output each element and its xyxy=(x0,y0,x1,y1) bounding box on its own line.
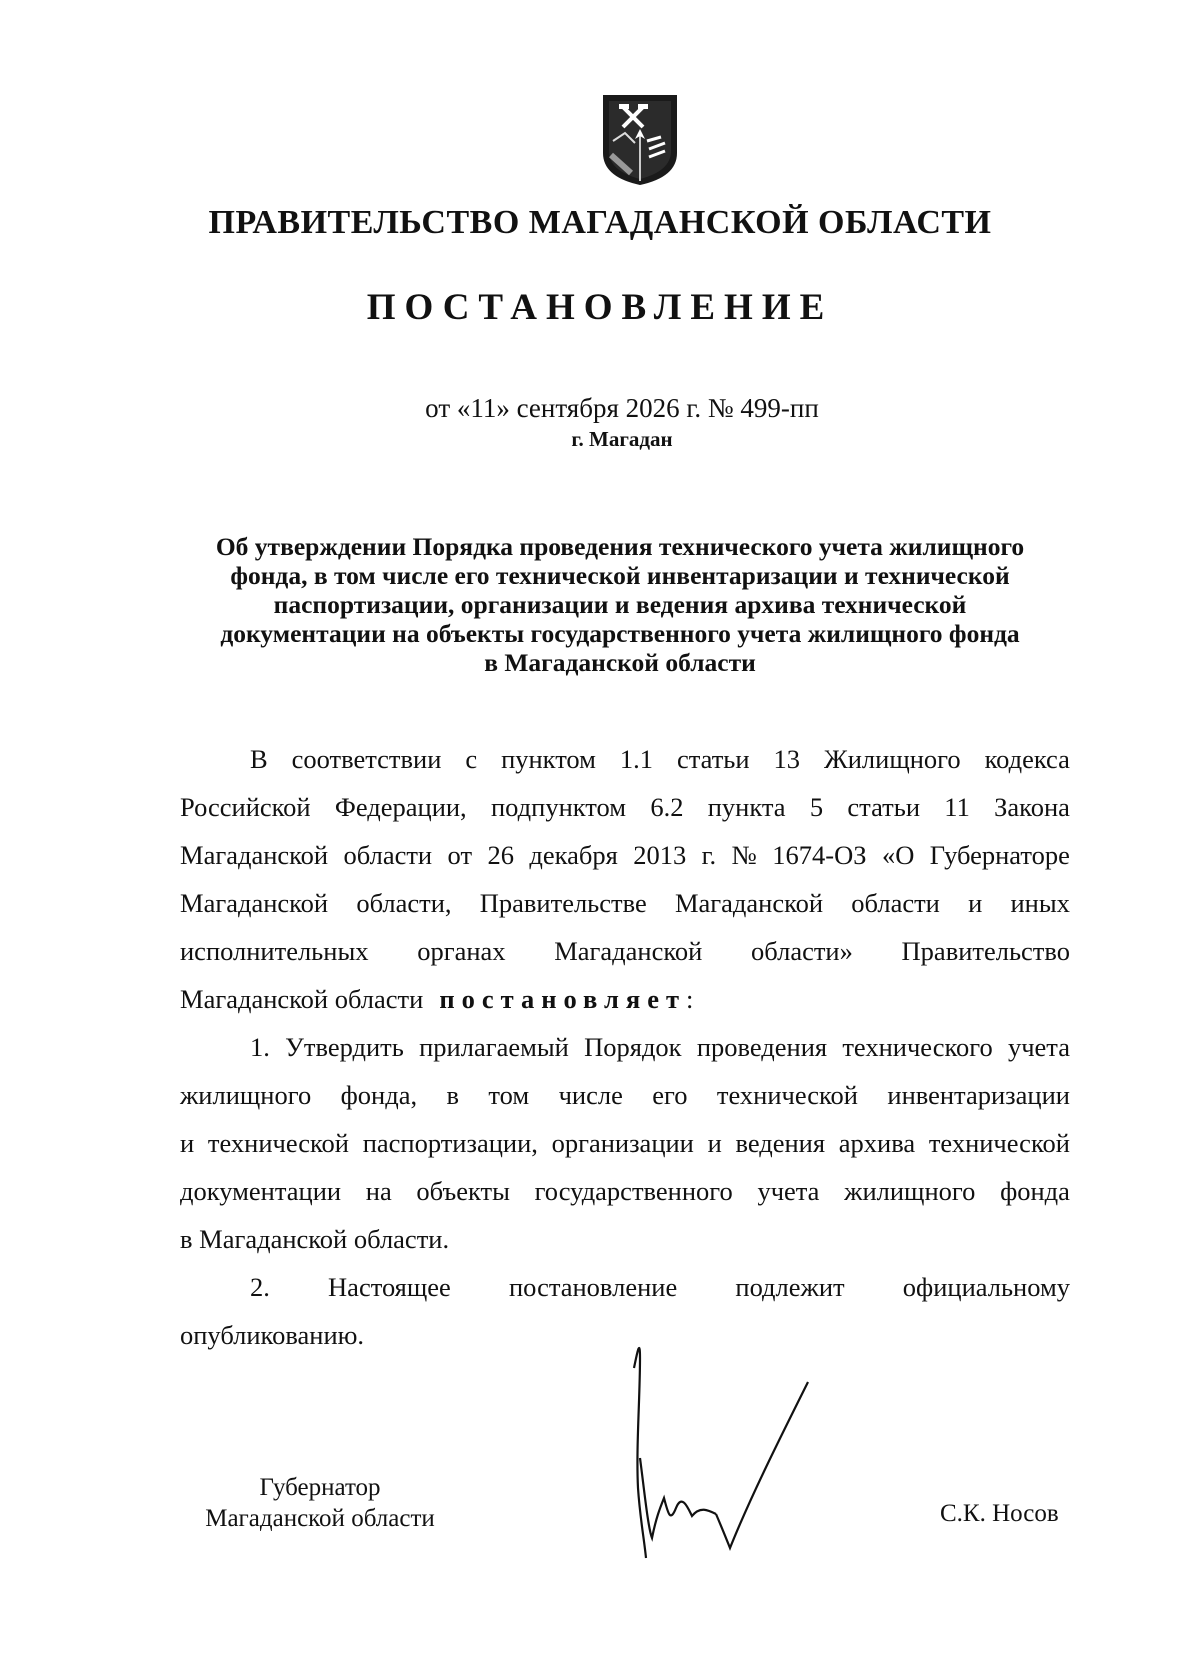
justified-line xyxy=(180,1272,1070,1320)
title-line: фонда, в том числе его технической инвентаризации и технической xyxy=(230,561,1010,590)
word: статьи xyxy=(676,744,750,774)
justified-line xyxy=(180,840,1070,888)
word: его xyxy=(652,1080,688,1110)
word: области xyxy=(851,888,940,918)
word: и xyxy=(707,1128,722,1158)
word: технической xyxy=(716,1080,858,1110)
word: г. xyxy=(701,840,717,870)
word: организации xyxy=(551,1128,694,1158)
word: инвентаризации xyxy=(887,1080,1070,1110)
item-2-paragraph xyxy=(180,1272,1070,1320)
justified-line xyxy=(180,744,1070,792)
preamble-last-line xyxy=(180,984,1070,1032)
word: органах xyxy=(417,936,506,966)
word: объекты xyxy=(416,1176,510,1206)
word: ведения xyxy=(735,1128,826,1158)
title-line: паспортизации, организации и ведения архива технической xyxy=(273,590,967,619)
title-line: в Магаданской области xyxy=(484,648,756,677)
justified-line xyxy=(180,792,1070,840)
word: 26 xyxy=(487,840,514,870)
item-1-last-text: в Магаданской области. xyxy=(180,1224,450,1254)
word: Утвердить xyxy=(285,1032,404,1062)
resolves-colon: : xyxy=(686,984,694,1014)
word: Магаданской xyxy=(554,936,703,966)
word: пунктом xyxy=(501,744,596,774)
word: Правительство xyxy=(901,936,1070,966)
word: документации xyxy=(180,1176,342,1206)
signatory-title-line: Магаданской области xyxy=(205,1505,435,1532)
word: 1.1 xyxy=(619,744,654,774)
item-2-last-line xyxy=(180,1320,1070,1368)
word: области, xyxy=(356,888,452,918)
word: исполнительных xyxy=(180,936,369,966)
word: Губернаторе xyxy=(929,840,1070,870)
word: 6.2 xyxy=(650,792,684,822)
word: технической xyxy=(928,1128,1070,1158)
word: проведения xyxy=(696,1032,828,1062)
word: прилагаемый xyxy=(419,1032,569,1062)
item-1-paragraph xyxy=(180,1032,1070,1224)
document-title xyxy=(150,532,1090,677)
word: Российской xyxy=(180,792,311,822)
justified-line xyxy=(180,1128,1070,1176)
word: кодекса xyxy=(984,744,1070,774)
word: подпунктом xyxy=(490,792,627,822)
justified-line xyxy=(180,936,1070,984)
word: Жилищного xyxy=(823,744,961,774)
organization-name: ПРАВИТЕЛЬСТВО МАГАДАНСКОЙ ОБЛАСТИ xyxy=(208,204,992,241)
document-type: ПОСТАНОВЛЕНИЕ xyxy=(366,287,834,328)
title-line: Об утверждении Порядка проведения технического учета жилищного xyxy=(215,532,1025,561)
preamble-paragraph xyxy=(180,744,1070,984)
word: В xyxy=(250,744,268,774)
justified-line xyxy=(180,1032,1070,1080)
word: жилищного xyxy=(180,1080,312,1110)
word: от xyxy=(447,840,473,870)
word: на xyxy=(365,1176,392,1206)
city-line: г. Магадан xyxy=(571,427,673,451)
word: 5 xyxy=(809,792,824,822)
justified-line xyxy=(180,1176,1070,1224)
title-line: документации на объекты государственного учета жилищного фонда xyxy=(220,619,1020,648)
word: фонда, xyxy=(340,1080,418,1110)
signatory-title xyxy=(180,1472,460,1534)
word: Магаданской xyxy=(674,888,824,918)
word: том xyxy=(488,1080,530,1110)
preamble-last-text: Магаданской области xyxy=(180,984,424,1014)
word: «О xyxy=(881,840,915,870)
word: и xyxy=(180,1128,195,1158)
word: иных xyxy=(1010,888,1070,918)
document-body xyxy=(180,744,1070,1368)
word: 2. xyxy=(250,1272,270,1302)
coat-of-arms-icon xyxy=(601,93,679,187)
item-1-last-line xyxy=(180,1224,1070,1272)
word: области» xyxy=(751,936,853,966)
word: постановление xyxy=(508,1272,678,1302)
word: Порядок xyxy=(584,1032,682,1062)
word: Правительстве xyxy=(479,888,647,918)
word: 13 xyxy=(773,744,801,774)
word: числе xyxy=(558,1080,623,1110)
word: в xyxy=(446,1080,460,1110)
word: учета xyxy=(1007,1032,1070,1062)
word: и xyxy=(968,888,983,918)
signatory-name: С.К. Носов xyxy=(940,1500,1059,1527)
handwritten-signature xyxy=(630,1338,830,1568)
word: с xyxy=(465,744,478,774)
word: № xyxy=(731,840,757,870)
word: Магаданской xyxy=(180,888,329,918)
word: фонда xyxy=(1000,1176,1070,1206)
word: пункта xyxy=(707,792,786,822)
resolves-word: постановляет xyxy=(439,984,687,1014)
word: 1674-ОЗ xyxy=(772,840,867,870)
item-2-last-text: опубликованию. xyxy=(180,1320,365,1350)
word: Федерации, xyxy=(334,792,467,822)
word: 2013 xyxy=(633,840,687,870)
word: государственного xyxy=(534,1176,733,1206)
word: подлежит xyxy=(735,1272,845,1302)
word: официальному xyxy=(902,1272,1070,1302)
justified-line xyxy=(180,888,1070,936)
word: архива xyxy=(838,1128,916,1158)
word: жилищного xyxy=(844,1176,976,1206)
word: Закона xyxy=(994,792,1070,822)
word: учета xyxy=(757,1176,820,1206)
word: 1. xyxy=(250,1032,270,1062)
word: соответствии xyxy=(291,744,442,774)
word: технической xyxy=(207,1128,349,1158)
signatory-title-line: Губернатор xyxy=(259,1474,381,1501)
word: области xyxy=(343,840,433,870)
justified-line xyxy=(180,1080,1070,1128)
word: декабря xyxy=(529,840,618,870)
word: 11 xyxy=(944,792,970,822)
word: Настоящее xyxy=(328,1272,451,1302)
word: Магаданской xyxy=(180,840,329,870)
word: статьи xyxy=(847,792,920,822)
word: технического xyxy=(842,1032,993,1062)
word: паспортизации, xyxy=(362,1128,538,1158)
date-number-line: от «11» сентября 2026 г. № 499-пп xyxy=(425,393,819,423)
